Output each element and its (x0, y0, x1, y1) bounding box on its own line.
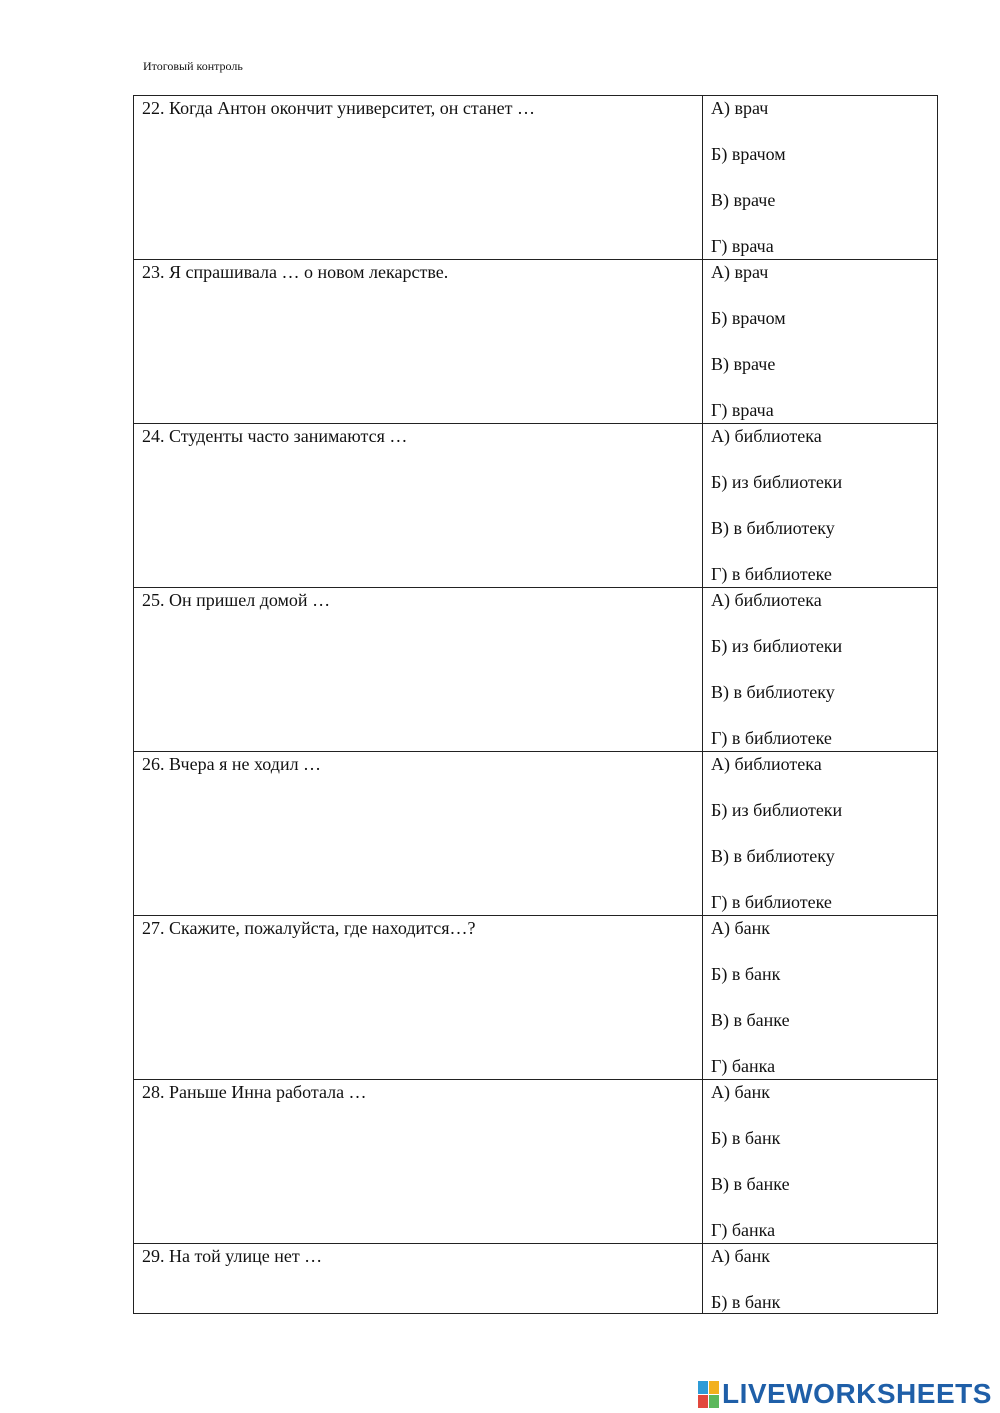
answer-option[interactable]: Г) в библиотеке (711, 892, 832, 912)
answer-option[interactable]: Б) в банк (711, 964, 781, 984)
question-text: 22. Когда Антон окончит университет, он станет … (134, 96, 703, 260)
question-text: 25. Он пришел домой … (134, 588, 703, 752)
answer-option[interactable]: А) библиотека (711, 590, 822, 610)
question-text: 26. Вчера я не ходил … (134, 752, 703, 916)
answer-option[interactable]: А) врач (711, 98, 769, 118)
logo-blocks-icon (698, 1380, 720, 1408)
question-row (134, 1244, 938, 1314)
answer-options (703, 260, 938, 424)
answer-option[interactable]: Г) в библиотеке (711, 728, 832, 748)
answer-options (703, 588, 938, 752)
answer-options (703, 1244, 938, 1314)
page-header: Итоговый контроль (143, 59, 243, 73)
question-row (134, 96, 938, 260)
answer-option[interactable]: Г) врача (711, 236, 774, 256)
liveworksheets-logo (698, 1377, 992, 1411)
answer-option[interactable]: Г) банка (711, 1220, 776, 1240)
answer-option[interactable]: Г) в библиотеке (711, 564, 832, 584)
question-row (134, 588, 938, 752)
question-row (134, 424, 938, 588)
question-row (134, 1080, 938, 1244)
answer-option[interactable]: А) банк (711, 1082, 771, 1102)
logo-text: LIVEWORKSHEETS (722, 1378, 992, 1409)
answer-options (703, 1080, 938, 1244)
question-text: 24. Студенты часто занимаются … (134, 424, 703, 588)
question-text: 29. На той улице нет … (134, 1244, 703, 1314)
answer-option[interactable]: В) в библиотеку (711, 518, 835, 538)
answer-option[interactable]: А) банк (711, 1246, 771, 1266)
answer-option[interactable]: Б) из библиотеки (711, 800, 843, 820)
answer-option[interactable]: Б) в банк (711, 1128, 781, 1148)
answer-options (703, 96, 938, 260)
answer-option[interactable]: А) библиотека (711, 754, 822, 774)
answer-options (703, 752, 938, 916)
answer-option[interactable]: В) враче (711, 354, 776, 374)
answer-option[interactable]: Б) врачом (711, 144, 786, 164)
answer-options (703, 916, 938, 1080)
answer-option[interactable]: В) в банке (711, 1010, 790, 1030)
quiz-table (133, 95, 938, 1314)
answer-options (703, 424, 938, 588)
answer-option[interactable]: В) в библиотеку (711, 846, 835, 866)
answer-option[interactable]: А) врач (711, 262, 769, 282)
answer-option[interactable]: Б) в банк (711, 1292, 781, 1312)
question-text: 23. Я спрашивала … о новом лекарстве. (134, 260, 703, 424)
answer-option[interactable]: В) в библиотеку (711, 682, 835, 702)
answer-option[interactable]: В) враче (711, 190, 776, 210)
question-text: 28. Раньше Инна работала … (134, 1080, 703, 1244)
answer-option[interactable]: Б) врачом (711, 308, 786, 328)
answer-option[interactable]: А) библиотека (711, 426, 822, 446)
answer-option[interactable]: Б) из библиотеки (711, 472, 843, 492)
question-row (134, 916, 938, 1080)
question-row (134, 752, 938, 916)
answer-option[interactable]: Г) банка (711, 1056, 776, 1076)
answer-option[interactable]: В) в банке (711, 1174, 790, 1194)
question-row (134, 260, 938, 424)
answer-option[interactable]: Г) врача (711, 400, 774, 420)
answer-option[interactable]: Б) из библиотеки (711, 636, 843, 656)
answer-option[interactable]: А) банк (711, 918, 771, 938)
question-text: 27. Скажите, пожалуйста, где находится…? (134, 916, 703, 1080)
